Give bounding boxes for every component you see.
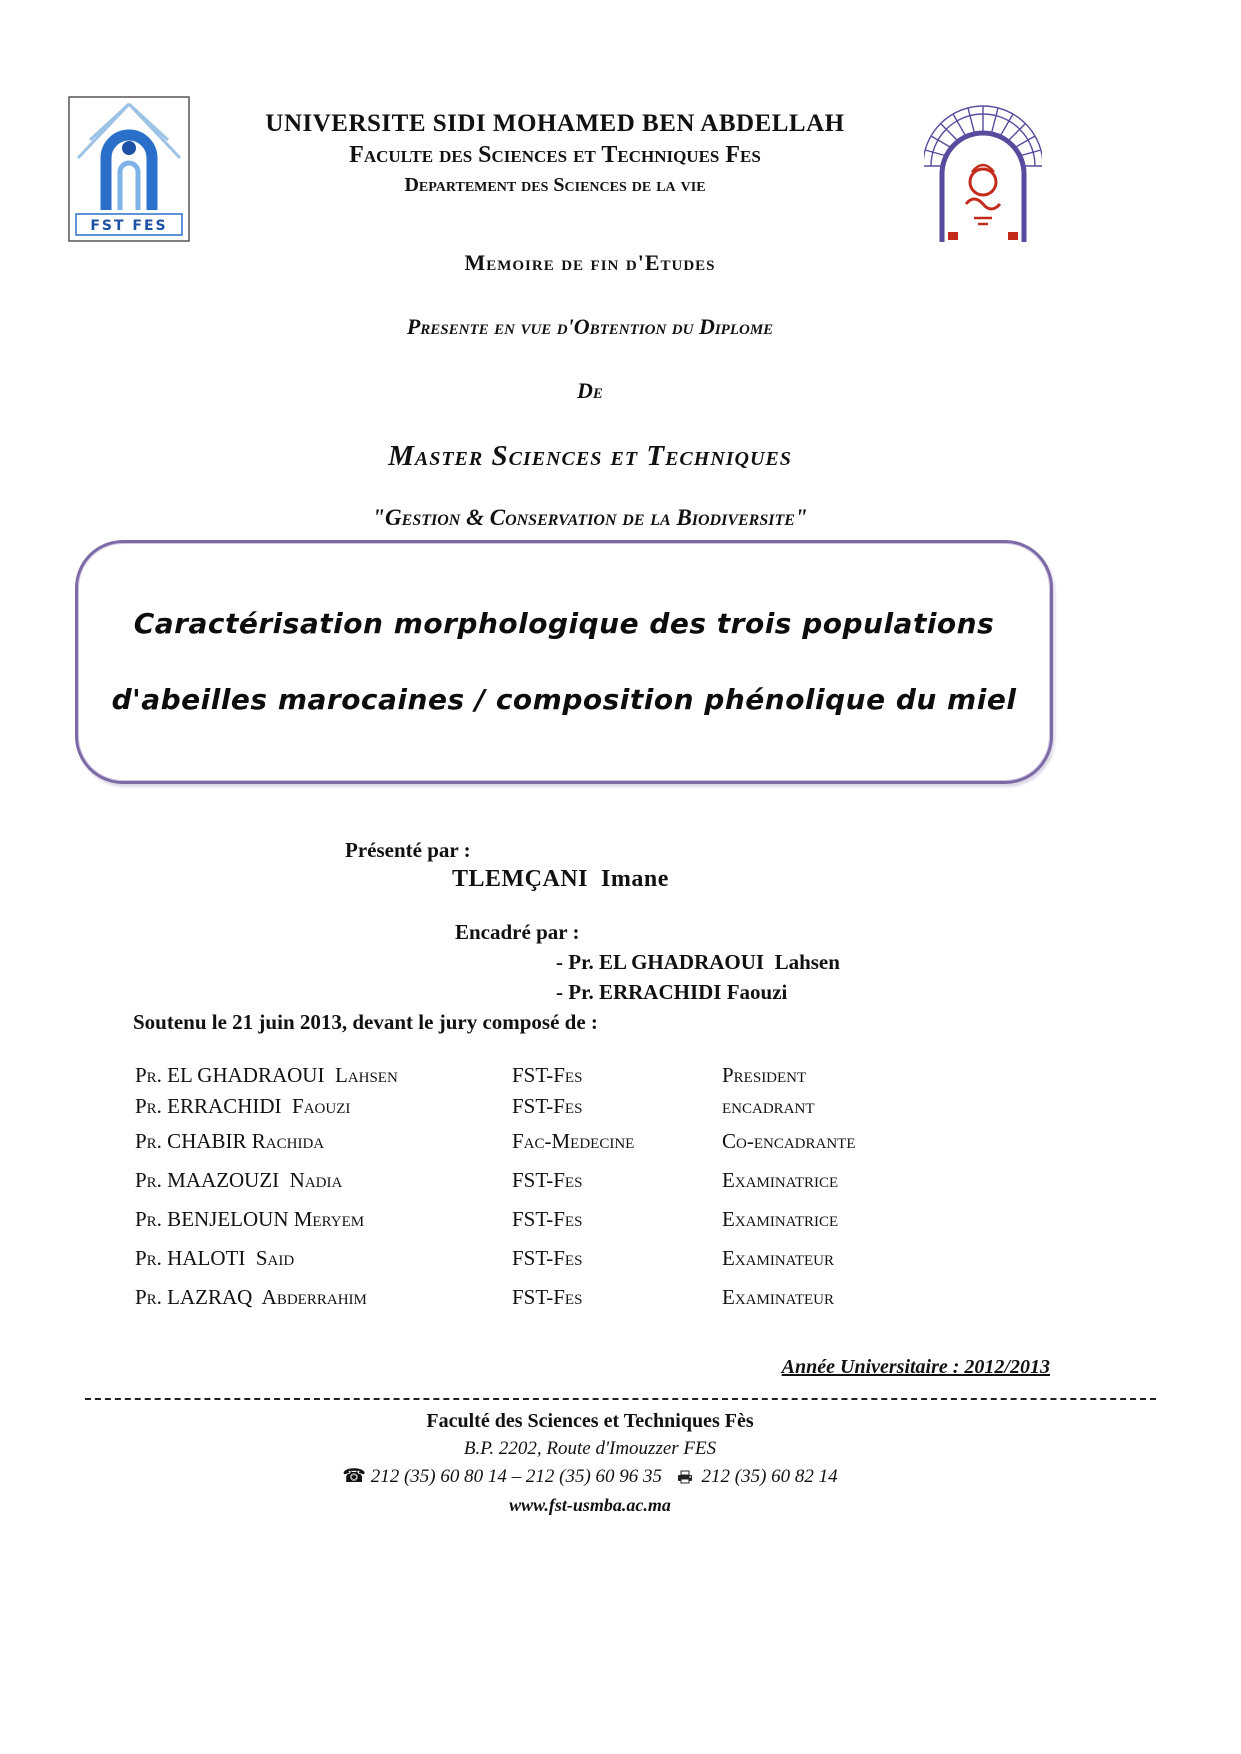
- jury-row: [135, 1278, 1085, 1317]
- department-name: Departement des Sciences de la vie: [404, 174, 706, 196]
- header: [150, 110, 960, 197]
- jury-role: Examinatrice: [722, 1207, 839, 1231]
- jury-row: [135, 1060, 1085, 1091]
- footer-fax: 212 (35) 60 82 14: [701, 1466, 838, 1487]
- university-name: UNIVERSITE SIDI MOHAMED BEN ABDELLAH: [265, 110, 845, 137]
- jury-role: Examinateur: [722, 1285, 834, 1309]
- presented-by-label: Présenté par :: [345, 838, 471, 862]
- jury-affiliation: FST-Fes: [512, 1168, 583, 1192]
- memoire-line: Memoire de fin d'Etudes: [464, 250, 716, 275]
- footer: [30, 1410, 1150, 1521]
- thesis-title: Caractérisation morphologique des trois populations d'abeilles marocaines / composition phénolique du miel: [111, 607, 1017, 716]
- jury-name: Pr. ERRACHIDI Faouzi: [135, 1094, 351, 1118]
- academic-year: Année Universitaire : 2012/2013: [781, 1356, 1050, 1378]
- option-line: "Gestion & Conservation de la Biodiversite": [372, 505, 808, 530]
- jury-affiliation: Fac-Medecine: [512, 1129, 635, 1153]
- footer-phones: 212 (35) 60 80 14 – 212 (35) 60 96 35: [370, 1466, 663, 1487]
- jury-name: Pr. MAAZOUZI Nadia: [135, 1168, 343, 1192]
- jury-row: [135, 1161, 1085, 1200]
- presente-line: Presente en vue d'Obtention du Diplome: [406, 314, 774, 339]
- jury-name: Pr. CHABIR Rachida: [135, 1129, 325, 1153]
- dashed-separator: [85, 1398, 1156, 1400]
- jury-role: Examinateur: [722, 1246, 834, 1270]
- jury-name: Pr. EL GHADRAOUI Lahsen: [135, 1063, 398, 1087]
- student-name: TLEMÇANI Imane: [452, 866, 669, 892]
- jury-affiliation: FST-Fes: [512, 1246, 583, 1270]
- faculty-name: Faculte des Sciences et Techniques Fes: [349, 142, 761, 168]
- footer-faculty: Faculté des Sciences et Techniques Fès: [426, 1410, 754, 1432]
- jury-affiliation: FST-Fes: [512, 1063, 583, 1087]
- jury-affiliation: FST-Fes: [512, 1094, 583, 1118]
- fst-logo-label: FST FES: [90, 218, 168, 234]
- supervised-by-label: Encadré par :: [455, 920, 580, 944]
- master-line: Master Sciences et Techniques: [388, 440, 792, 472]
- thesis-title-box: [75, 540, 1053, 784]
- de-line: De: [577, 378, 603, 403]
- jury-row: [135, 1239, 1085, 1278]
- footer-address: B.P. 2202, Route d'Imouzzer FES: [463, 1438, 717, 1459]
- jury-row: [135, 1122, 1085, 1161]
- phone-icon: ☎: [342, 1465, 366, 1487]
- defense-line: Soutenu le 21 juin 2013, devant le jury composé de :: [133, 1010, 598, 1034]
- diploma-intro: [30, 250, 1150, 531]
- jury-affiliation: FST-Fes: [512, 1207, 583, 1231]
- jury-row: [135, 1200, 1085, 1239]
- supervisor-1: - Pr. EL GHADRAOUI Lahsen: [556, 950, 840, 974]
- fax-icon: [677, 1468, 693, 1490]
- jury-role: President: [722, 1063, 807, 1087]
- footer-website: www.fst-usmba.ac.ma: [509, 1495, 671, 1515]
- jury-affiliation: FST-Fes: [512, 1285, 583, 1309]
- jury-role: encadrant: [722, 1094, 815, 1118]
- jury-name: Pr. HALOTI Said: [135, 1246, 295, 1270]
- supervisor-2: - Pr. ERRACHIDI Faouzi: [556, 980, 788, 1004]
- jury-role: Examinatrice: [722, 1168, 839, 1192]
- jury-role: Co-encadrante: [722, 1129, 856, 1153]
- jury-table: [135, 1060, 1085, 1317]
- jury-name: Pr. BENJELOUN Meryem: [135, 1207, 365, 1231]
- jury-row: [135, 1091, 1085, 1122]
- jury-name: Pr. LAZRAQ Abderrahim: [135, 1285, 367, 1309]
- footer-contacts: [30, 1465, 1150, 1490]
